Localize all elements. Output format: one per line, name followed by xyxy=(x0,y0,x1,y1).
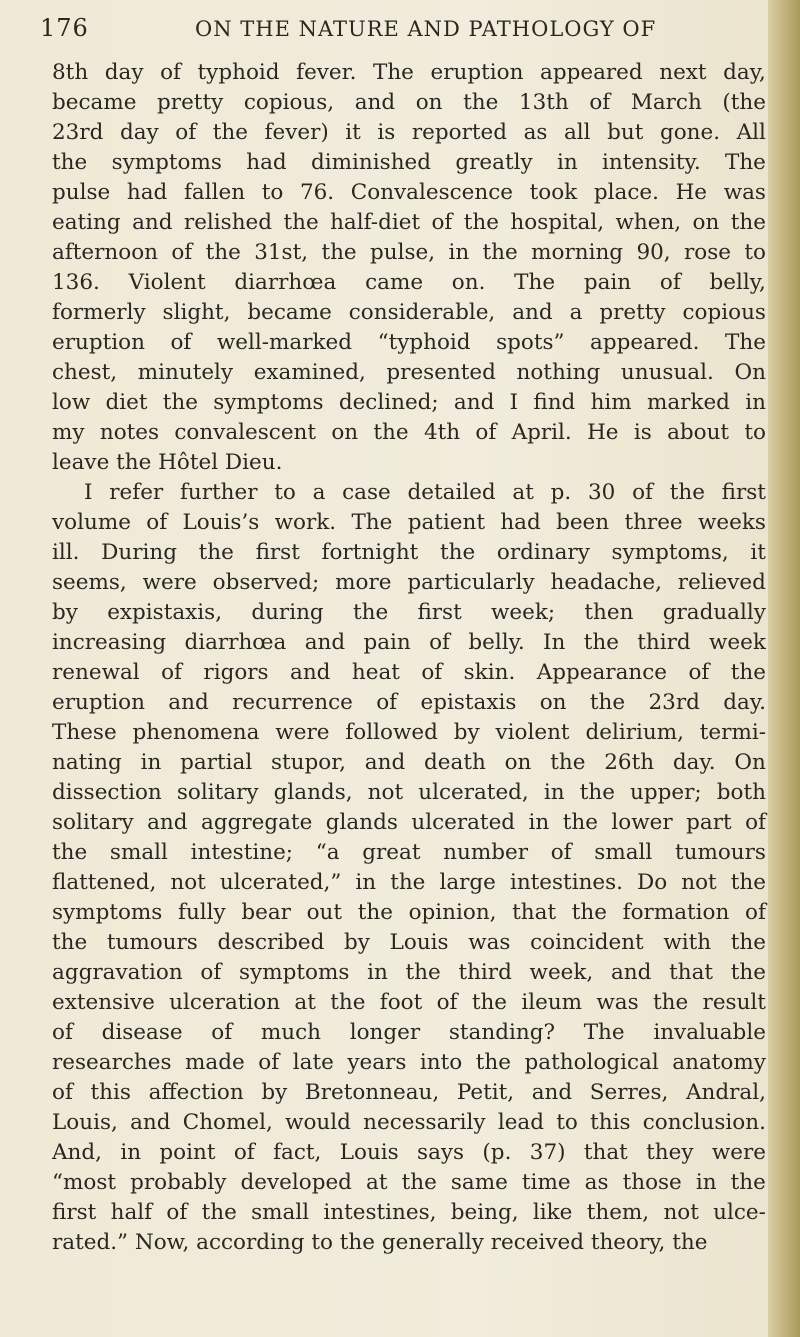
text-line: eruption of well-marked “typhoid spots” appeared. The xyxy=(52,330,766,355)
page-header xyxy=(40,12,760,52)
text-line: increasing diarrhœa and pain of belly. In the third week xyxy=(52,630,766,655)
page-number: 176 xyxy=(40,14,89,42)
body-text xyxy=(52,58,766,1258)
text-line: first half of the small intestines, being, like them, not ulce- xyxy=(52,1200,766,1225)
text-line: dissection solitary glands, not ulcerated, in the upper; both xyxy=(52,780,766,805)
page-gutter-shadow xyxy=(768,0,800,1337)
text-line: afternoon of the 31st, the pulse, in the morning 90, rose to xyxy=(52,240,766,265)
text-line: “most probably developed at the same time as those in the xyxy=(52,1170,766,1195)
text-line: researches made of late years into the pathological anatomy xyxy=(52,1050,766,1075)
running-head: ON THE NATURE AND PATHOLOGY OF xyxy=(195,17,657,41)
text-line: Louis, and Chomel, would necessarily lead to this conclusion. xyxy=(52,1110,766,1135)
text-line: These phenomena were followed by violent delirium, termi- xyxy=(52,720,766,745)
text-line: And, in point of fact, Louis says (p. 37) that they were xyxy=(52,1140,766,1165)
text-line: the symptoms had diminished greatly in intensity. The xyxy=(52,150,766,175)
text-line: ill. During the first fortnight the ordinary symptoms, it xyxy=(52,540,766,565)
text-line: aggravation of symptoms in the third week, and that the xyxy=(52,960,766,985)
text-line: chest, minutely examined, presented nothing unusual. On xyxy=(52,360,766,385)
text-line: volume of Louis’s work. The patient had been three weeks xyxy=(52,510,766,535)
text-line: eruption and recurrence of epistaxis on the 23rd day. xyxy=(52,690,766,715)
text-line: solitary and aggregate glands ulcerated in the lower part of xyxy=(52,810,766,835)
text-line: nating in partial stupor, and death on the 26th day. On xyxy=(52,750,766,775)
text-line: pulse had fallen to 76. Convalescence took place. He was xyxy=(52,180,766,205)
text-line: rated.” Now, according to the generally received theory, the xyxy=(52,1230,708,1255)
text-line: the tumours described by Louis was coincident with the xyxy=(52,930,766,955)
text-line: seems, were observed; more particularly headache, relieved xyxy=(52,570,766,595)
text-line: 8th day of typhoid fever. The eruption appeared next day, xyxy=(52,60,766,85)
text-line: of this affection by Bretonneau, Petit, and Serres, Andral, xyxy=(52,1080,766,1105)
text-line: renewal of rigors and heat of skin. Appearance of the xyxy=(52,660,766,685)
text-line: became pretty copious, and on the 13th of March (the xyxy=(52,90,766,115)
text-line: 136. Violent diarrhœa came on. The pain of belly, xyxy=(52,270,766,295)
text-line: low diet the symptoms declined; and I find him marked in xyxy=(52,390,766,415)
text-line: I refer further to a case detailed at p. 30 of the first xyxy=(84,480,766,505)
text-line: extensive ulceration at the foot of the ileum was the result xyxy=(52,990,766,1015)
text-line: by expistaxis, during the first week; then gradually xyxy=(52,600,766,625)
text-line: formerly slight, became considerable, and a pretty copious xyxy=(52,300,766,325)
text-line: flattened, not ulcerated,” in the large intestines. Do not the xyxy=(52,870,766,895)
text-line: symptoms fully bear out the opinion, that the formation of xyxy=(52,900,766,925)
text-line: eating and relished the half-diet of the hospital, when, on the xyxy=(52,210,766,235)
text-line: leave the Hôtel Dieu. xyxy=(52,450,283,475)
text-line: my notes convalescent on the 4th of April. He is about to xyxy=(52,420,766,445)
text-line: 23rd day of the fever) it is reported as all but gone. All xyxy=(52,120,766,145)
text-line: the small intestine; “a great number of small tumours xyxy=(52,840,766,865)
text-line: of disease of much longer standing? The invaluable xyxy=(52,1020,766,1045)
